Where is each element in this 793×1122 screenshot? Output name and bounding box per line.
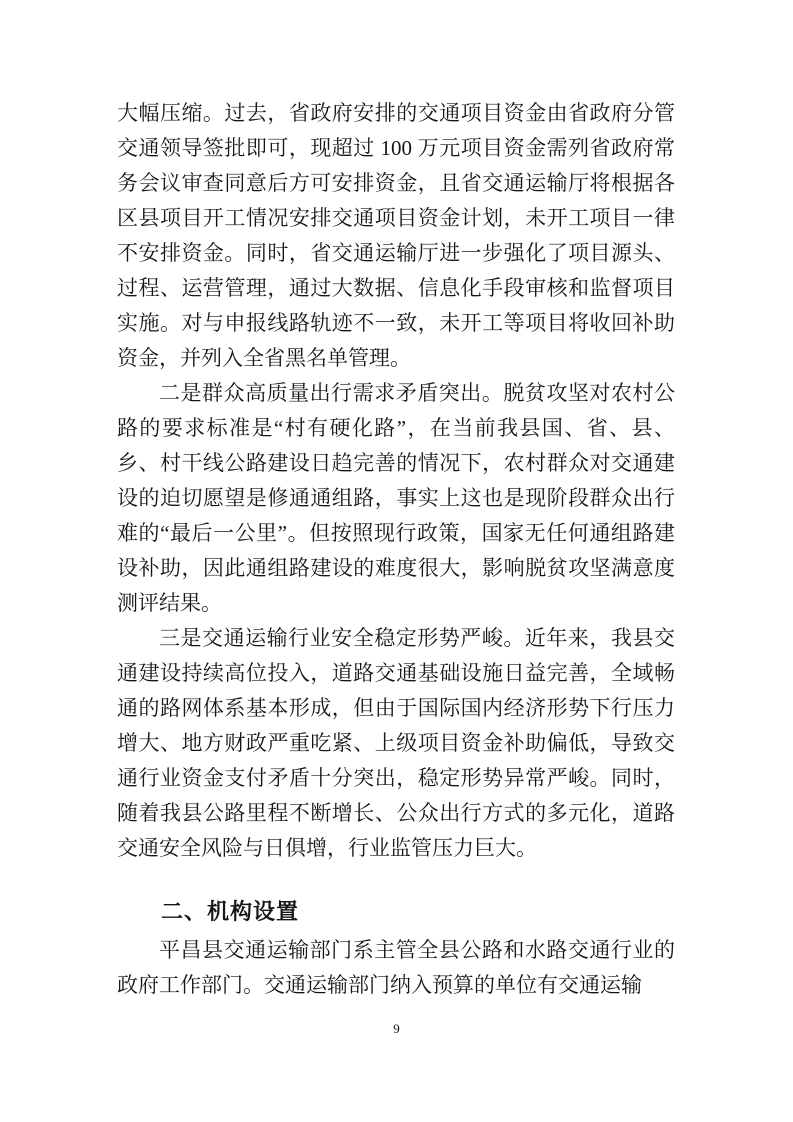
body-paragraph: 二是群众高质量出行需求矛盾突出。脱贫攻坚对农村公路的要求标准是“村有硬化路”，在当前我县国、省、县、乡、村干线公路建设日趋完善的情况下，农村群众对交通建设的迫切愿望是修通通组路，事实上这也是现阶段群众出行难的“最后一公里”。但按照现行政策，国家无任何通组路建设补助，因此通组路建设的难度很大，影响脱贫攻坚满意度测评结果。: [117, 381, 675, 615]
document-body: [117, 96, 675, 1003]
body-paragraph: 平昌县交通运输部门系主管全县公路和水路交通行业的政府工作部门。交通运输部门纳入预算的单位有交通运输: [117, 938, 675, 997]
body-paragraph: 三是交通运输行业安全稳定形势严峻。近年来，我县交通建设持续高位投入，道路交通基础设施日益完善，全域畅通的路网体系基本形成，但由于国际国内经济形势下行压力增大、地方财政严重吃紧、上级项目资金补助偏低，导致交通行业资金支付矛盾十分突出，稳定形势异常严峻。同时，随着我县公路里程不断增长、公众出行方式的多元化，道路交通安全风险与日俱增，行业监管压力巨大。: [117, 626, 675, 860]
section-heading: 二、机构设置: [161, 899, 300, 924]
page-number: 9: [393, 1021, 400, 1036]
body-paragraph: 大幅压缩。过去，省政府安排的交通项目资金由省政府分管交通领导签批即可，现超过 100 万元项目资金需列省政府常务会议审查同意后方可安排资金，且省交通运输厅将根据各区县项目开工情况安排交通项目资金计划，未开工项目一律不安排资金。同时，省交通运输厅进一步强化了项目源头、过程、运营管理，通过大数据、信息化手段审核和监督项目实施。对与申报线路轨迹不一致，未开工等项目将收回补助资金，并列入全省黑名单管理。: [117, 101, 675, 370]
